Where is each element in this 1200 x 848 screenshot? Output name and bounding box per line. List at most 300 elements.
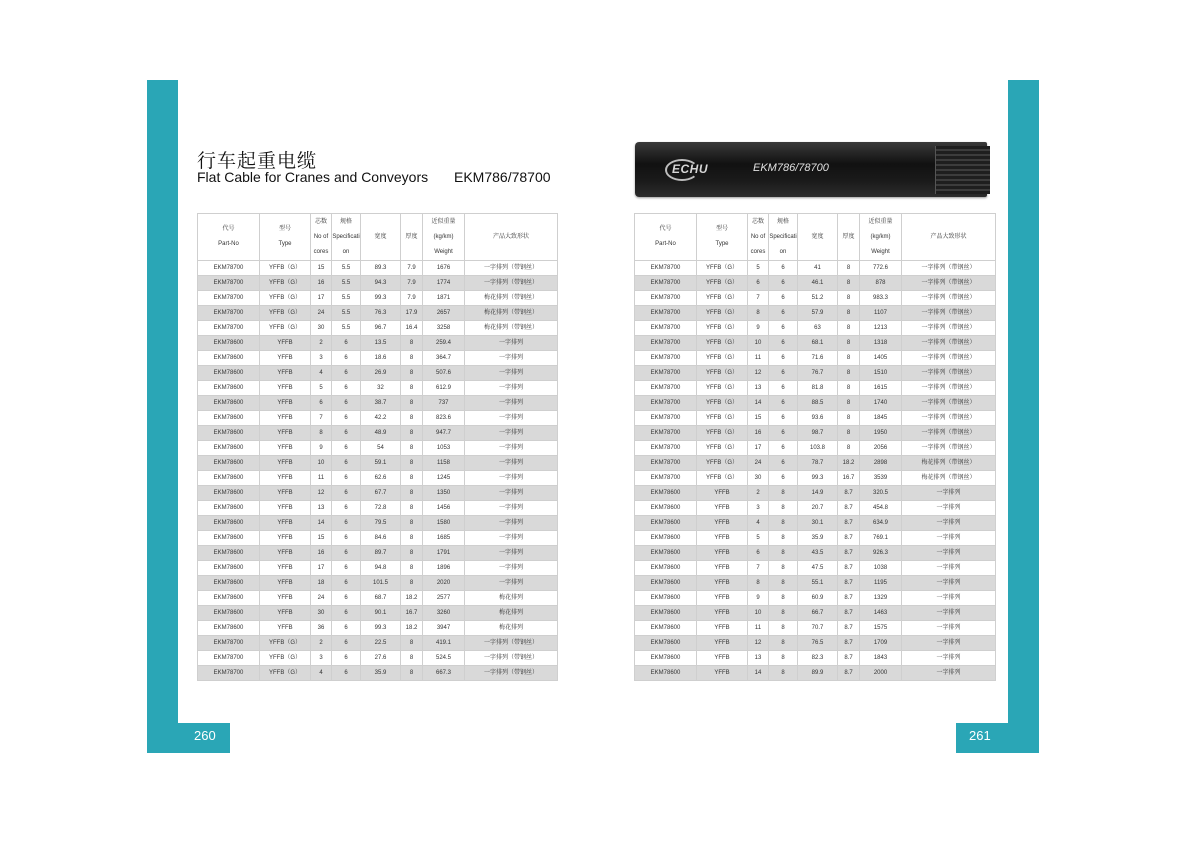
cell-weight: 2577	[423, 591, 465, 606]
cell-spec: 6	[769, 366, 798, 381]
cell-width: 94.3	[361, 276, 401, 291]
table-row	[635, 456, 996, 471]
table-row	[198, 381, 558, 396]
cell-cores: 14	[748, 396, 769, 411]
table-row	[198, 276, 558, 291]
header-spec: 规格 Specificati on	[769, 214, 798, 261]
cell-part-no: EKM78700	[635, 396, 697, 411]
cell-thickness: 8	[838, 291, 860, 306]
cell-part-no: EKM78700	[198, 651, 260, 666]
cell-type: YFFB	[260, 606, 311, 621]
cell-thickness: 8	[401, 426, 423, 441]
cell-cores: 6	[748, 276, 769, 291]
cell-type: YFFB	[260, 351, 311, 366]
cell-part-no: EKM78600	[198, 471, 260, 486]
cell-type: YFFB	[260, 471, 311, 486]
cell-spec: 6	[769, 411, 798, 426]
header-part-no: 代号 Part-No	[198, 214, 260, 261]
table-row	[198, 261, 558, 276]
cell-part-no: EKM78600	[635, 516, 697, 531]
cell-weight: 1845	[860, 411, 902, 426]
cell-shape: 一字排列（带钢丝）	[465, 666, 558, 681]
cell-type: YFFB	[260, 486, 311, 501]
cell-width: 94.8	[361, 561, 401, 576]
cell-type: YFFB	[697, 546, 748, 561]
cell-thickness: 8.7	[838, 561, 860, 576]
table-header-row	[198, 214, 558, 261]
cell-shape: 一字排列	[902, 666, 996, 681]
cell-cores: 5	[748, 261, 769, 276]
cell-weight: 1685	[423, 531, 465, 546]
cell-spec: 6	[769, 426, 798, 441]
cell-spec: 6	[332, 651, 361, 666]
cell-spec: 6	[332, 456, 361, 471]
page-number-right: 261	[969, 728, 991, 743]
cell-shape: 一字排列（带钢丝）	[902, 381, 996, 396]
cell-shape: 一字排列（带钢丝）	[902, 426, 996, 441]
cell-type: YFFB	[260, 366, 311, 381]
cell-shape: 一字排列	[465, 441, 558, 456]
cell-shape: 一字排列	[902, 561, 996, 576]
cell-width: 66.7	[798, 606, 838, 621]
cell-cores: 4	[748, 516, 769, 531]
cell-spec: 6	[332, 351, 361, 366]
cell-thickness: 8	[838, 321, 860, 336]
cell-type: YFFB	[260, 501, 311, 516]
cell-type: YFFB（G）	[697, 396, 748, 411]
cell-width: 62.6	[361, 471, 401, 486]
cell-spec: 8	[769, 501, 798, 516]
cell-weight: 1871	[423, 291, 465, 306]
table-row	[198, 621, 558, 636]
cell-thickness: 8.7	[838, 591, 860, 606]
cell-part-no: EKM78700	[635, 276, 697, 291]
cell-spec: 8	[769, 576, 798, 591]
cell-spec: 6	[769, 306, 798, 321]
cell-type: YFFB（G）	[260, 291, 311, 306]
cell-shape: 一字排列	[902, 546, 996, 561]
cell-shape: 一字排列	[465, 336, 558, 351]
cell-weight: 1107	[860, 306, 902, 321]
cell-spec: 6	[332, 561, 361, 576]
cell-cores: 13	[748, 651, 769, 666]
cell-cores: 7	[311, 411, 332, 426]
cell-width: 88.5	[798, 396, 838, 411]
table-row	[198, 606, 558, 621]
header-shape: 产品大致形状	[465, 214, 558, 261]
cell-shape: 梅花排列（带钢丝）	[902, 471, 996, 486]
cell-part-no: EKM78600	[198, 606, 260, 621]
cell-cores: 11	[748, 621, 769, 636]
header-thickness: 厚度	[401, 214, 423, 261]
header-shape: 产品大致形状	[902, 214, 996, 261]
cell-cores: 9	[748, 591, 769, 606]
cell-part-no: EKM78600	[198, 546, 260, 561]
cell-thickness: 16.7	[401, 606, 423, 621]
cell-part-no: EKM78600	[198, 336, 260, 351]
cell-shape: 一字排列	[902, 486, 996, 501]
table-row	[198, 546, 558, 561]
cell-thickness: 16.7	[838, 471, 860, 486]
cell-part-no: EKM78700	[635, 351, 697, 366]
cell-type: YFFB（G）	[260, 306, 311, 321]
header-thickness: 厚度	[838, 214, 860, 261]
cell-cores: 12	[748, 366, 769, 381]
cell-part-no: EKM78600	[635, 606, 697, 621]
cell-weight: 1456	[423, 501, 465, 516]
cell-spec: 6	[332, 621, 361, 636]
cell-weight: 2657	[423, 306, 465, 321]
cell-spec: 5.5	[332, 306, 361, 321]
cell-shape: 一字排列	[902, 516, 996, 531]
cell-spec: 8	[769, 591, 798, 606]
cell-spec: 6	[332, 636, 361, 651]
cell-type: YFFB	[260, 456, 311, 471]
table-row	[635, 381, 996, 396]
table-row	[198, 531, 558, 546]
cell-part-no: EKM78600	[198, 621, 260, 636]
table-row	[635, 306, 996, 321]
cell-spec: 8	[769, 651, 798, 666]
cell-shape: 一字排列	[902, 621, 996, 636]
cell-spec: 8	[769, 531, 798, 546]
cell-cores: 9	[311, 441, 332, 456]
cell-weight: 1463	[860, 606, 902, 621]
cell-part-no: EKM78600	[198, 456, 260, 471]
cell-thickness: 8	[401, 576, 423, 591]
cell-shape: 一字排列	[465, 516, 558, 531]
cell-spec: 6	[332, 606, 361, 621]
cell-weight: 947.7	[423, 426, 465, 441]
cell-type: YFFB	[697, 666, 748, 681]
cell-shape: 一字排列	[465, 411, 558, 426]
cell-type: YFFB	[260, 426, 311, 441]
cell-thickness: 8	[401, 636, 423, 651]
cell-part-no: EKM78600	[198, 486, 260, 501]
cell-type: YFFB	[260, 336, 311, 351]
cell-cores: 17	[748, 441, 769, 456]
cell-weight: 1245	[423, 471, 465, 486]
cell-weight: 1774	[423, 276, 465, 291]
cell-spec: 6	[332, 336, 361, 351]
cell-width: 47.5	[798, 561, 838, 576]
cell-cores: 13	[748, 381, 769, 396]
cell-weight: 3539	[860, 471, 902, 486]
cell-weight: 612.9	[423, 381, 465, 396]
cell-type: YFFB（G）	[260, 276, 311, 291]
table-row	[198, 441, 558, 456]
cell-weight: 1213	[860, 321, 902, 336]
table-row	[635, 276, 996, 291]
cell-width: 68.1	[798, 336, 838, 351]
cell-spec: 5.5	[332, 261, 361, 276]
cell-part-no: EKM78600	[635, 546, 697, 561]
cell-cores: 10	[748, 336, 769, 351]
cell-cores: 8	[748, 306, 769, 321]
cell-spec: 6	[332, 381, 361, 396]
cell-spec: 6	[332, 591, 361, 606]
cell-thickness: 8	[838, 426, 860, 441]
cell-thickness: 8	[401, 351, 423, 366]
cell-part-no: EKM78700	[635, 321, 697, 336]
table-row	[635, 531, 996, 546]
cell-weight: 1195	[860, 576, 902, 591]
cell-thickness: 8	[401, 516, 423, 531]
cell-width: 76.7	[798, 366, 838, 381]
cell-spec: 6	[332, 426, 361, 441]
cell-weight: 1510	[860, 366, 902, 381]
cell-part-no: EKM78700	[635, 306, 697, 321]
cell-shape: 一字排列	[902, 576, 996, 591]
cell-thickness: 17.9	[401, 306, 423, 321]
cell-shape: 一字排列	[465, 531, 558, 546]
cell-weight: 2000	[860, 666, 902, 681]
cell-type: YFFB	[260, 396, 311, 411]
cell-cores: 6	[748, 546, 769, 561]
cell-shape: 一字排列（带钢丝）	[902, 351, 996, 366]
cell-cores: 10	[311, 456, 332, 471]
cell-thickness: 7.9	[401, 261, 423, 276]
cell-part-no: EKM78600	[198, 516, 260, 531]
cell-width: 79.5	[361, 516, 401, 531]
cell-width: 76.3	[361, 306, 401, 321]
cell-spec: 8	[769, 606, 798, 621]
cell-part-no: EKM78600	[198, 591, 260, 606]
cell-shape: 梅花排列（带钢丝）	[465, 306, 558, 321]
table-row	[198, 351, 558, 366]
table-row	[635, 441, 996, 456]
cable-print-text: EKM786/78700	[753, 162, 829, 174]
cell-thickness: 8	[401, 396, 423, 411]
cell-thickness: 8	[838, 411, 860, 426]
cell-weight: 1038	[860, 561, 902, 576]
cell-width: 35.9	[798, 531, 838, 546]
cell-weight: 1580	[423, 516, 465, 531]
cell-width: 68.7	[361, 591, 401, 606]
cell-width: 55.1	[798, 576, 838, 591]
cell-width: 96.7	[361, 321, 401, 336]
cell-weight: 1676	[423, 261, 465, 276]
cell-cores: 15	[311, 531, 332, 546]
cell-width: 67.7	[361, 486, 401, 501]
cell-shape: 梅花排列	[465, 606, 558, 621]
cell-thickness: 8	[838, 261, 860, 276]
cell-width: 72.8	[361, 501, 401, 516]
cell-type: YFFB（G）	[697, 471, 748, 486]
cell-width: 43.5	[798, 546, 838, 561]
cell-width: 20.7	[798, 501, 838, 516]
cell-part-no: EKM78600	[635, 651, 697, 666]
table-row	[635, 576, 996, 591]
cell-part-no: EKM78600	[635, 501, 697, 516]
cell-thickness: 8.7	[838, 636, 860, 651]
cell-type: YFFB（G）	[697, 456, 748, 471]
title-english: Flat Cable for Cranes and Conveyors	[197, 169, 429, 185]
cell-type: YFFB	[697, 516, 748, 531]
cell-thickness: 8.7	[838, 546, 860, 561]
cell-spec: 6	[332, 531, 361, 546]
cell-width: 103.8	[798, 441, 838, 456]
cell-width: 51.2	[798, 291, 838, 306]
cell-thickness: 8	[401, 666, 423, 681]
cell-shape: 梅花排列（带钢丝）	[465, 321, 558, 336]
cell-spec: 6	[769, 261, 798, 276]
table-row	[198, 651, 558, 666]
table-row	[635, 411, 996, 426]
cell-part-no: EKM78700	[198, 261, 260, 276]
cell-weight: 1843	[860, 651, 902, 666]
cell-weight: 454.8	[860, 501, 902, 516]
cell-width: 14.9	[798, 486, 838, 501]
cell-shape: 一字排列（带钢丝）	[902, 291, 996, 306]
table-row	[635, 621, 996, 636]
cell-type: YFFB（G）	[697, 336, 748, 351]
cell-type: YFFB	[697, 486, 748, 501]
cell-type: YFFB	[260, 621, 311, 636]
table-row	[198, 306, 558, 321]
cell-shape: 一字排列（带钢丝）	[465, 636, 558, 651]
cell-type: YFFB	[260, 561, 311, 576]
cell-type: YFFB	[260, 576, 311, 591]
cell-thickness: 8	[401, 411, 423, 426]
cell-spec: 8	[769, 621, 798, 636]
cell-width: 76.5	[798, 636, 838, 651]
cell-weight: 1575	[860, 621, 902, 636]
table-row	[198, 336, 558, 351]
cell-weight: 3260	[423, 606, 465, 621]
cell-type: YFFB	[260, 591, 311, 606]
cell-part-no: EKM78700	[635, 456, 697, 471]
cell-shape: 一字排列	[465, 456, 558, 471]
cell-thickness: 8	[838, 381, 860, 396]
header-width: 宽度	[798, 214, 838, 261]
cell-width: 57.9	[798, 306, 838, 321]
cell-shape: 一字排列	[902, 501, 996, 516]
cell-type: YFFB	[697, 621, 748, 636]
cell-part-no: EKM78600	[198, 501, 260, 516]
cell-type: YFFB	[697, 591, 748, 606]
cell-width: 89.7	[361, 546, 401, 561]
cell-width: 71.6	[798, 351, 838, 366]
cell-weight: 364.7	[423, 351, 465, 366]
cell-type: YFFB	[697, 501, 748, 516]
cell-part-no: EKM78600	[198, 366, 260, 381]
cell-width: 32	[361, 381, 401, 396]
cell-thickness: 8	[838, 276, 860, 291]
cell-thickness: 8.7	[838, 576, 860, 591]
cell-cores: 4	[311, 666, 332, 681]
cell-part-no: EKM78700	[198, 291, 260, 306]
header-width: 宽度	[361, 214, 401, 261]
cell-part-no: EKM78700	[635, 441, 697, 456]
cell-weight: 769.1	[860, 531, 902, 546]
cell-part-no: EKM78700	[635, 381, 697, 396]
cell-weight: 1896	[423, 561, 465, 576]
cell-part-no: EKM78700	[198, 276, 260, 291]
cell-weight: 737	[423, 396, 465, 411]
cell-shape: 一字排列	[902, 591, 996, 606]
cell-width: 18.6	[361, 351, 401, 366]
cell-cores: 5	[311, 381, 332, 396]
table-row	[635, 261, 996, 276]
cell-part-no: EKM78700	[635, 261, 697, 276]
cell-width: 26.9	[361, 366, 401, 381]
cell-shape: 一字排列（带钢丝）	[902, 396, 996, 411]
cell-type: YFFB（G）	[697, 291, 748, 306]
cell-weight: 983.3	[860, 291, 902, 306]
cell-part-no: EKM78600	[635, 561, 697, 576]
cell-thickness: 8	[838, 306, 860, 321]
cell-thickness: 8.7	[838, 486, 860, 501]
cell-thickness: 8.7	[838, 531, 860, 546]
cell-type: YFFB	[697, 531, 748, 546]
cell-thickness: 8	[838, 441, 860, 456]
table-row	[635, 426, 996, 441]
cell-cores: 2	[311, 336, 332, 351]
cell-shape: 一字排列	[465, 561, 558, 576]
cell-weight: 1615	[860, 381, 902, 396]
cell-width: 81.8	[798, 381, 838, 396]
table-row	[635, 636, 996, 651]
cell-shape: 一字排列	[465, 396, 558, 411]
cell-thickness: 8	[401, 486, 423, 501]
cell-width: 13.5	[361, 336, 401, 351]
cell-type: YFFB（G）	[697, 441, 748, 456]
cell-width: 38.7	[361, 396, 401, 411]
cell-weight: 320.5	[860, 486, 902, 501]
header-spec: 规格 Specificati on	[332, 214, 361, 261]
cell-weight: 524.5	[423, 651, 465, 666]
page-number-left: 260	[194, 728, 216, 743]
table-row	[635, 396, 996, 411]
cell-thickness: 18.2	[401, 591, 423, 606]
cell-width: 78.7	[798, 456, 838, 471]
cell-thickness: 18.2	[401, 621, 423, 636]
header-cores: 芯数 No of cores	[748, 214, 769, 261]
cell-width: 98.7	[798, 426, 838, 441]
cell-part-no: EKM78600	[635, 591, 697, 606]
cell-part-no: EKM78600	[635, 576, 697, 591]
cell-weight: 1158	[423, 456, 465, 471]
cell-weight: 1740	[860, 396, 902, 411]
header-weight: 近似重量 (kg/km) Weight	[860, 214, 902, 261]
cell-part-no: EKM78600	[635, 666, 697, 681]
cell-weight: 667.3	[423, 666, 465, 681]
cell-weight: 634.9	[860, 516, 902, 531]
cell-thickness: 7.9	[401, 291, 423, 306]
cell-cores: 36	[311, 621, 332, 636]
spec-table-right	[634, 213, 996, 681]
table-row	[198, 516, 558, 531]
cell-weight: 1791	[423, 546, 465, 561]
cell-type: YFFB	[260, 531, 311, 546]
cell-spec: 6	[332, 396, 361, 411]
cell-weight: 823.6	[423, 411, 465, 426]
cell-type: YFFB（G）	[697, 351, 748, 366]
cell-thickness: 8	[401, 531, 423, 546]
table-row	[635, 651, 996, 666]
cell-spec: 6	[332, 486, 361, 501]
cell-thickness: 8	[401, 456, 423, 471]
cell-type: YFFB（G）	[697, 276, 748, 291]
cell-thickness: 8	[401, 336, 423, 351]
cell-spec: 6	[769, 456, 798, 471]
cell-cores: 16	[311, 276, 332, 291]
table-row	[635, 591, 996, 606]
cell-cores: 11	[748, 351, 769, 366]
cell-weight: 878	[860, 276, 902, 291]
table-row	[635, 546, 996, 561]
